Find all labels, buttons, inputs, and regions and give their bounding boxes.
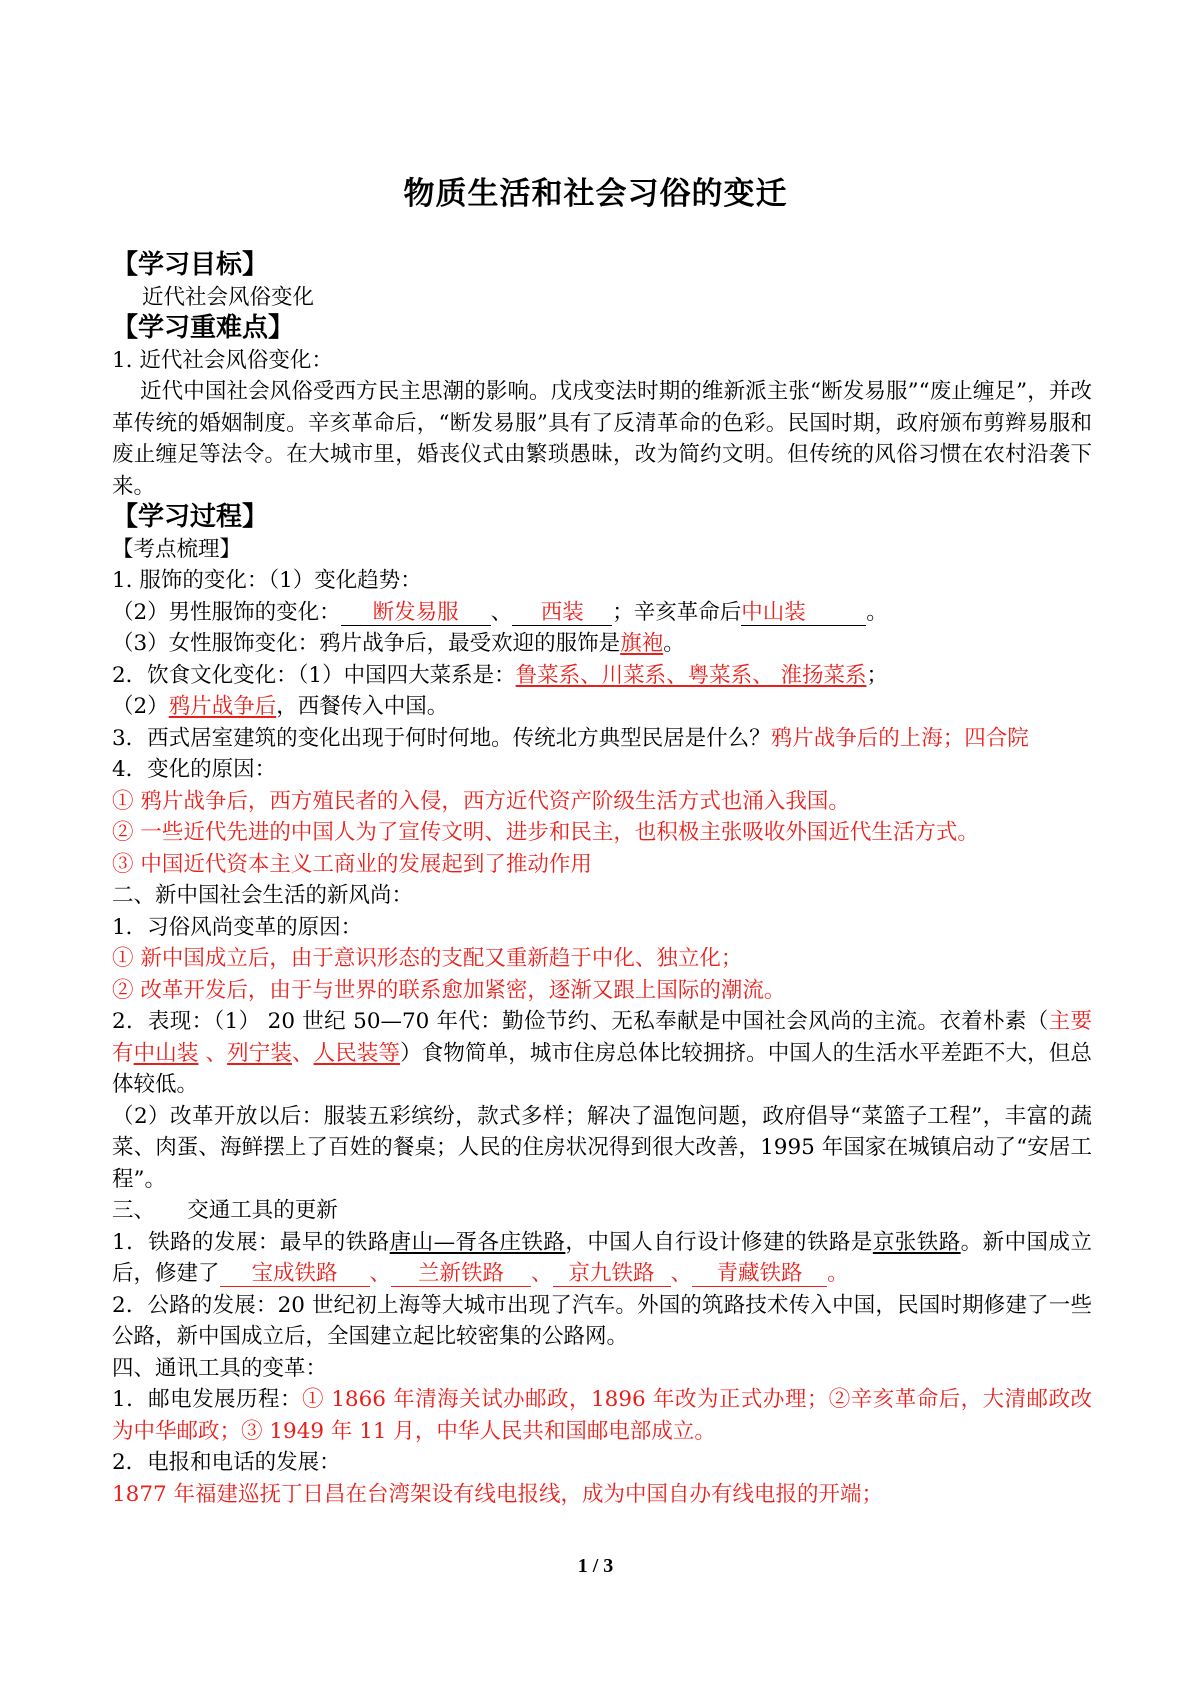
answer-text: ① 1866 年清海关试办邮政，1896 年改为正式办理；②辛亥革命后，大清邮政改为中华邮政；③ 1949 年 11 月，中华人民共和国邮电部成立。 — [112, 1387, 1092, 1444]
section-heading-key-points: 【学习重难点】 — [112, 313, 295, 343]
answer-blank: 中山装 — [741, 601, 866, 626]
performance-paragraph-2: （2）改革开放以后：服装五彩缤纷，款式多样；解决了温饱问题，政府倡导“菜篮子工程”，丰富的蔬菜、肉蛋、海鲜摆上了百姓的餐桌；人民的住房状况得到很大改善，1995 年国家在城镇启动了“安居工程”。 — [112, 1103, 1092, 1192]
section-heading-goals: 【学习目标】 — [112, 250, 269, 280]
section-three-heading: 三、 交通工具的更新 — [112, 1198, 338, 1223]
housing-question: 3．西式居室建筑的变化出现于何时何地。传统北方典型民居是什么？鸦片战争后的上海；四合院 — [112, 725, 1029, 751]
reason-item: ③ 中国近代资本主义工商业的发展起到了推动作用 — [112, 851, 592, 877]
goal-text: 近代社会风俗变化 — [142, 284, 315, 310]
female-clothing-line: （3）女性服饰变化：鸦片战争后，最受欢迎的服饰是旗袍。 — [112, 631, 685, 656]
reason-item: ② 一些近代先进的中国人为了宣传文明、进步和民主，也积极主张吸收外国近代生活方式。 — [112, 820, 979, 845]
custom-reform-label: 1．习俗风尚变革的原因： — [112, 914, 363, 940]
reason-item: ② 改革开发后，由于与世界的联系愈加紧密，逐渐又跟上国际的潮流。 — [112, 977, 786, 1003]
page-number: 1 / 3 — [577, 1555, 614, 1577]
cuisine-line: 2．饮食文化变化：（1）中国四大菜系是：鲁菜系、川菜系、粤菜系、 淮扬菜系； — [112, 662, 888, 688]
document-body — [112, 250, 1092, 1510]
review-label: 【考点梳理】 — [112, 536, 242, 562]
section-two-heading: 二、新中国社会生活的新风尚： — [112, 883, 414, 908]
clothing-change-line: 1. 服饰的变化：（1）变化趋势： — [112, 568, 422, 593]
reason-item: ① 鸦片战争后，西方殖民者的入侵，西方近代资产阶级生活方式也涌入我国。 — [112, 788, 850, 814]
key-point-paragraph: 近代中国社会风俗受西方民主思潮的影响。戊戌变法时期的维新派主张“断发易服”“废止缠足”，并改革传统的婚姻制度。辛亥革命后，“断发易服”具有了反清革命的色彩。民国时期，政府颁布剪辫易服和废止缠足等法令。在大城市里，婚丧仪式由繁琐愚昧，改为简约文明。但传统的风俗习惯在农村沿袭下来。 — [112, 379, 1092, 499]
telegraph-answer: 1877 年福建巡抚丁日昌在台湾架设有线电报线，成为中国自办有线电报的开端； — [112, 1481, 884, 1507]
answer-blank: 西装 — [512, 601, 612, 626]
answer-blank: 兰新铁路 — [391, 1262, 531, 1287]
answer-blank: 断发易服 — [341, 601, 491, 626]
western-food-line: （2）鸦片战争后，西餐传入中国。 — [112, 694, 449, 719]
key-point-item: 1. 近代社会风俗变化： — [112, 347, 333, 373]
change-reasons-label: 4．变化的原因： — [112, 757, 277, 782]
answer-text: 鸦片战争后 — [168, 694, 277, 719]
highway-paragraph: 2．公路的发展：20 世纪初上海等大城市出现了汽车。外国的筑路技术传入中国，民国时期修建了一些公路，新中国成立后，全国建立起比较密集的公路网。 — [112, 1292, 1092, 1349]
male-clothing-line: （2）男性服饰的变化： 断发易服 、 西装 ；辛亥革命后中山装 。 — [112, 599, 888, 625]
railway-paragraph: 1．铁路的发展：最早的铁路唐山—胥各庄铁路，中国人自行设计修建的铁路是京张铁路。新中国成立后，修建了 宝成铁路 、 兰新铁路 、 京九铁路 、 青藏铁路 。 — [112, 1229, 1092, 1286]
answer-text: 旗袍 — [620, 631, 664, 656]
section-heading-process: 【学习过程】 — [112, 502, 269, 532]
telegraph-label: 2．电报和电话的发展： — [112, 1450, 341, 1475]
answer-blank: 宝成铁路 — [220, 1262, 370, 1287]
postal-paragraph: 1．邮电发展历程：① 1866 年清海关试办邮政，1896 年改为正式办理；②辛亥革命后，大清邮政改为中华邮政；③ 1949 年 11 月，中华人民共和国邮电部成立。 — [112, 1387, 1092, 1444]
answer-blank: 京九铁路 — [553, 1262, 671, 1287]
reason-item: ① 新中国成立后，由于意识形态的支配又重新趋于中化、独立化； — [112, 946, 743, 971]
answer-text: 鸦片战争后的上海；四合院 — [770, 725, 1029, 751]
section-four-heading: 四、通讯工具的变革： — [112, 1355, 328, 1381]
answer-blank: 青藏铁路 — [692, 1262, 827, 1287]
page-title: 物质生活和社会习俗的变迁 — [403, 176, 788, 212]
answer-text: 鲁菜系、川菜系、粤菜系、 淮扬菜系 — [515, 662, 867, 688]
male-clothing-prompt: （2）男性服饰的变化： — [112, 599, 341, 625]
performance-paragraph-1: 2．表现：（1） 20 世纪 50—70 年代：勤俭节约、无私奉献是中国社会风尚的主流。衣着朴素（主要有中山装 、列宁装、人民装等）食物简单，城市住房总体比较拥挤。中国人的生活水平差距不大，但总体较低。 — [112, 1009, 1092, 1097]
